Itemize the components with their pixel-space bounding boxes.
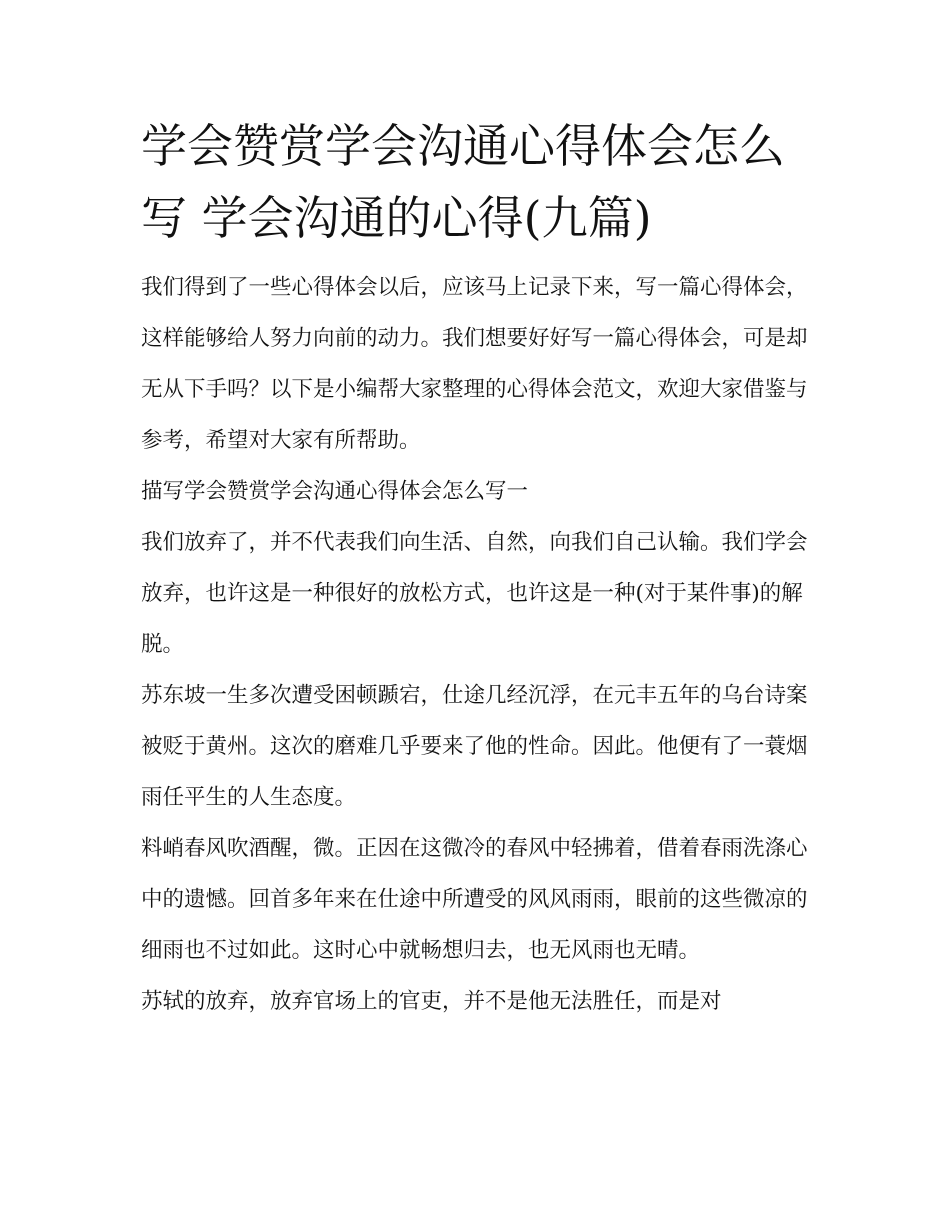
document-body: [141, 262, 821, 1027]
document-title: 学会赞赏学会沟通心得体会怎么写 学会沟通的心得(九篇): [141, 119, 785, 245]
body-paragraph: 苏轼的放弃，放弃官场上的官吏，并不是他无法胜任，而是对: [141, 989, 722, 1014]
document-page: [141, 110, 821, 1027]
body-paragraph: 我们放弃了，并不代表我们向生活、自然，向我们自己认输。我们学会放弃，也许这是一种很好的放松方式，也许这是一种(对于某件事)的解脱。: [141, 530, 808, 657]
body-paragraph: 料峭春风吹酒醒，微。正因在这微冷的春风中轻拂着，借着春雨洗涤心中的遗憾。回首多年来在仕途中所遭受的风风雨雨，眼前的这些微凉的细雨也不过如此。这时心中就畅想归去，也无风雨也无晴。: [141, 836, 808, 963]
body-paragraph: 苏东坡一生多次遭受困顿踬宕，仕途几经沉浮，在元丰五年的乌台诗案被贬于黄州。这次的磨难几乎要来了他的性命。因此。他便有了一蓑烟雨任平生的人生态度。: [141, 683, 808, 810]
intro-paragraph: 我们得到了一些心得体会以后，应该马上记录下来，写一篇心得体会，这样能够给人努力向前的动力。我们想要好好写一篇心得体会，可是却无从下手吗？以下是小编帮大家整理的心得体会范文，欢迎大家借鉴与参考，希望对大家有所帮助。: [141, 275, 808, 453]
section-heading: 描写学会赞赏学会沟通心得体会怎么写一: [141, 479, 529, 504]
